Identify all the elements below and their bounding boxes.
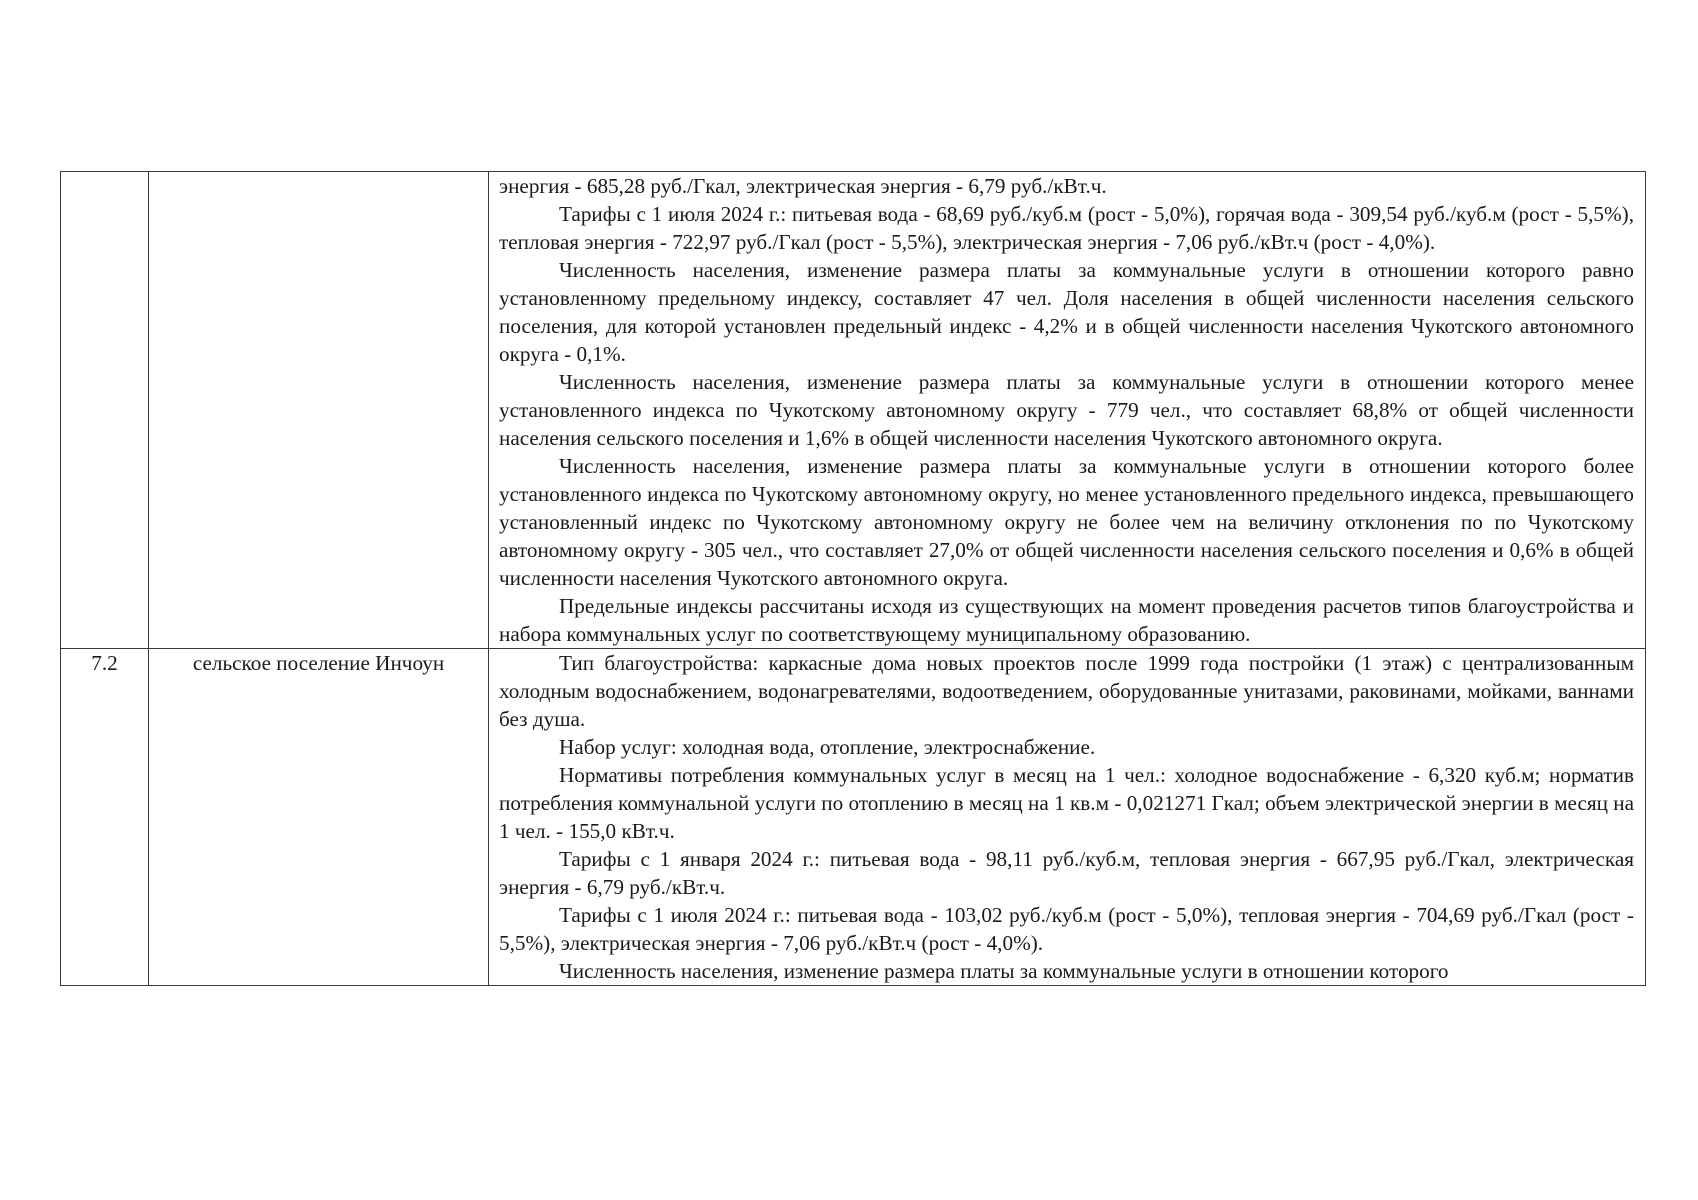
paragraph: Предельные индексы рассчитаны исходя из существующих на момент проведения расчетов типов благоустройства и набора коммунальных услуг по соответствующему муниципальному образованию. [499, 594, 1634, 646]
paragraph: Тарифы с 1 января 2024 г.: питьевая вода - 98,11 руб./куб.м, тепловая энергия - 667,95 руб./Гкал, электрическая энергия - 6,79 руб./кВт.ч. [499, 847, 1634, 899]
paragraph: Тип благоустройства: каркасные дома новых проектов после 1999 года постройки (1 этаж) с централизованным холодным водоснабжением, водонагревателями, водоотведением, оборудованные унитазами, раковинами, мойками, ваннами без душа. [499, 651, 1634, 731]
paragraph: Численность населения, изменение размера платы за коммунальные услуги в отношении которого менее установленного индекса по Чукотскому автономному округу - 779 чел., что составляет 68,8% от общей численности населения сельского поселения и 1,6% в общей численности населения Чукотского автономного округа. [499, 370, 1634, 450]
paragraph: Тарифы с 1 июля 2024 г.: питьевая вода - 103,02 руб./куб.м (рост - 5,0%), тепловая энергия - 704,69 руб./Гкал (рост - 5,5%), электрическая энергия - 7,06 руб./кВт.ч (рост - 4,0%). [499, 903, 1634, 955]
description-cell [489, 172, 1646, 649]
table-row [61, 649, 1646, 986]
row-number: 7.2 [61, 649, 149, 986]
paragraph: Нормативы потребления коммунальных услуг в месяц на 1 чел.: холодное водоснабжение - 6,320 куб.м; норматив потребления коммунальной услуги по отоплению в месяц на 1 кв.м - 0,021271 Гкал; объем электрической энергии в месяц на 1 чел. - 155,0 кВт.ч. [499, 763, 1634, 843]
paragraph: Численность населения, изменение размера платы за коммунальные услуги в отношении которого равно установленному предельному индексу, составляет 47 чел. Доля населения в общей численности населения сельского поселения, для которой установлен предельный индекс - 4,2% и в общей численности населения Чукотского автономного округа - 0,1%. [499, 258, 1634, 366]
paragraph: Тарифы с 1 июля 2024 г.: питьевая вода - 68,69 руб./куб.м (рост - 5,0%), горячая вода - 309,54 руб./куб.м (рост - 5,5%), тепловая энергия - 722,97 руб./Гкал (рост - 5,5%), электрическая энергия - 7,06 руб./кВт.ч (рост - 4,0%). [499, 202, 1634, 254]
paragraph: энергия - 685,28 руб./Гкал, электрическая энергия - 6,79 руб./кВт.ч. [499, 174, 1107, 198]
tariff-table [60, 171, 1646, 986]
settlement-name [149, 172, 489, 649]
paragraph: Набор услуг: холодная вода, отопление, электроснабжение. [559, 735, 1096, 759]
paragraph: Численность населения, изменение размера платы за коммунальные услуги в отношении которого [559, 959, 1449, 983]
row-number [61, 172, 149, 649]
settlement-name: сельское поселение Инчоун [149, 649, 489, 986]
paragraph: Численность населения, изменение размера платы за коммунальные услуги в отношении которого более установленного индекса по Чукотскому автономному округу, но менее установленного предельного индекса, превышающего установленный индекс по Чукотскому автономному округу не более чем на величину отклонения по по Чукотскому автономному округу - 305 чел., что составляет 27,0% от общей численности населения сельского поселения и 0,6% в общей численности населения Чукотского автономного округа. [499, 454, 1634, 590]
table-row [61, 172, 1646, 649]
description-cell [489, 649, 1646, 986]
